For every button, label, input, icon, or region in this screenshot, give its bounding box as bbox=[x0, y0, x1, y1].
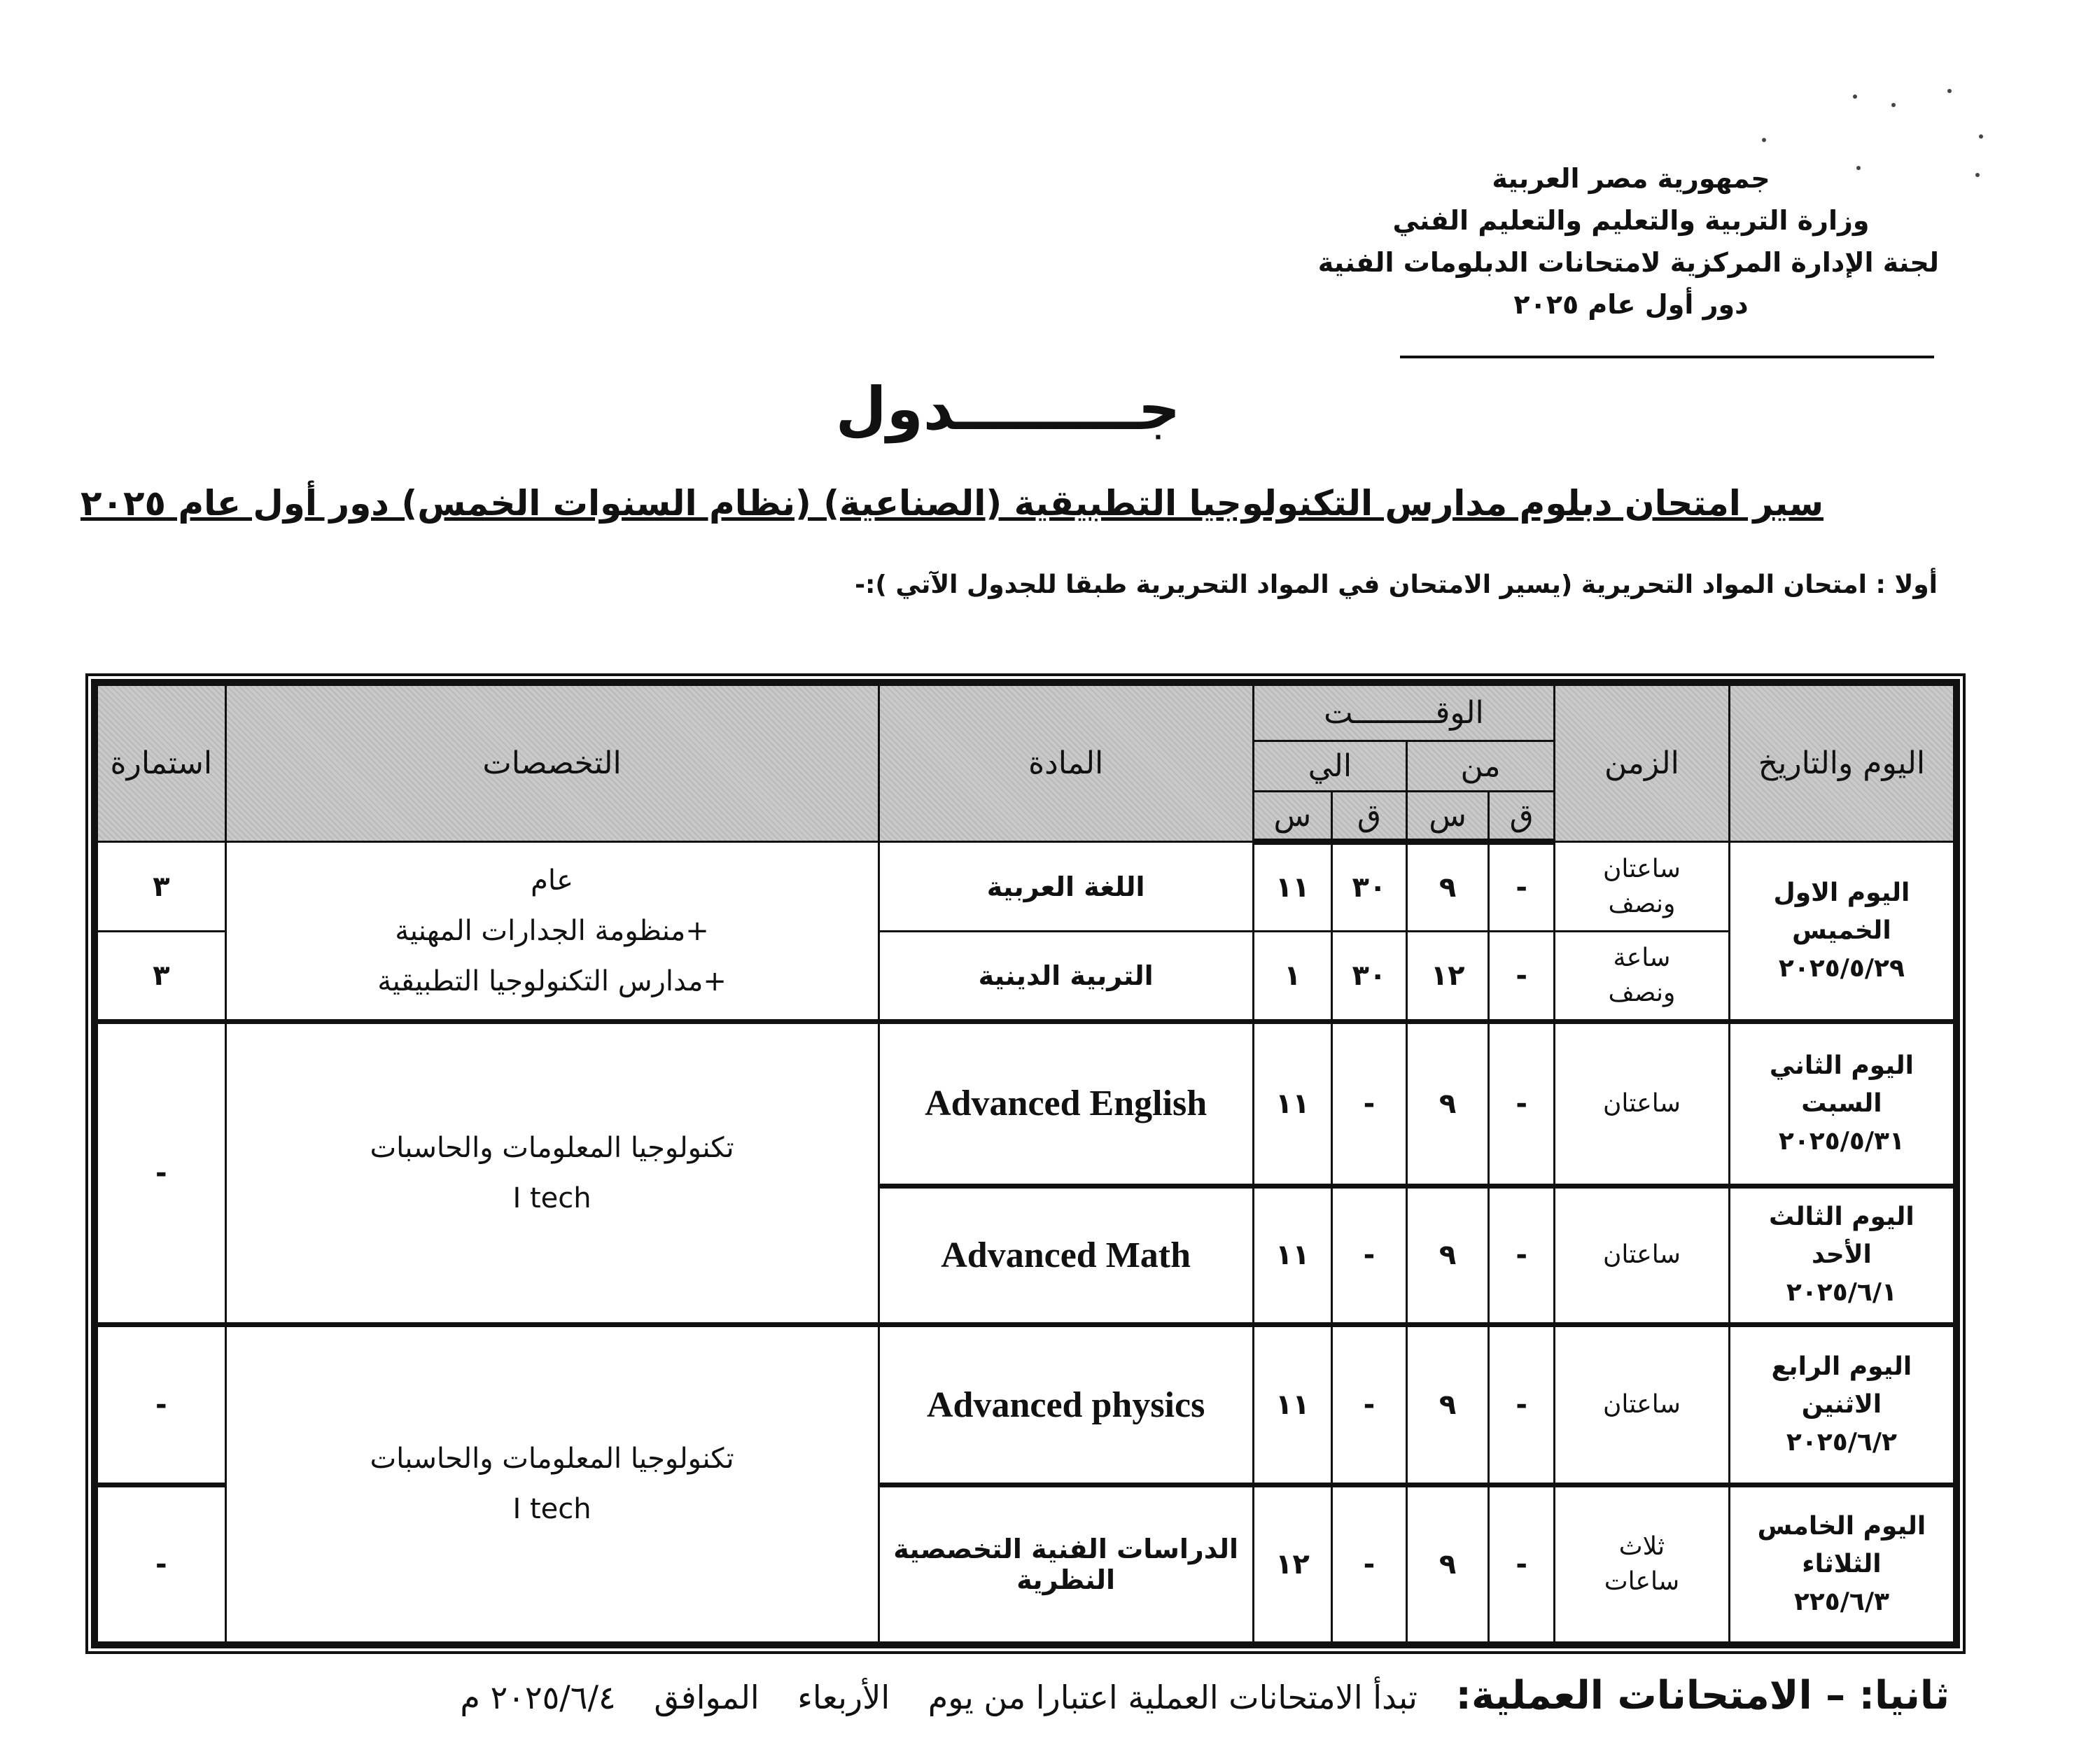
from-s-cell: ٩ bbox=[1406, 1324, 1488, 1485]
header-specializations: التخصصات bbox=[225, 685, 878, 842]
header-to: الي bbox=[1253, 741, 1406, 792]
duration-cell: ساعة ونصف bbox=[1555, 932, 1730, 1021]
subject-cell: اللغة العربية bbox=[878, 842, 1253, 932]
form-cell: ٣ bbox=[97, 932, 226, 1021]
header-to-s: س bbox=[1253, 792, 1331, 842]
to-s-cell: ١ bbox=[1253, 932, 1331, 1021]
from-q-cell: - bbox=[1489, 1186, 1555, 1324]
table-row bbox=[97, 842, 1954, 932]
exam-schedule-table bbox=[91, 679, 1960, 1648]
section-two-text: تبدأ الامتحانات العملية اعتبارا من يوم bbox=[927, 1679, 1418, 1716]
from-q-cell: - bbox=[1489, 1324, 1555, 1485]
to-q-cell: - bbox=[1331, 1021, 1406, 1186]
subject-cell: الدراسات الفنية التخصصية النظرية bbox=[878, 1485, 1253, 1643]
subject-cell: Advanced English bbox=[878, 1021, 1253, 1186]
day-cell: اليوم الثالث الأحد ٢٠٢٥/٦/١ bbox=[1729, 1186, 1954, 1324]
header-line-committee: لجنة الإدارة المركزية لامتحانات الدبلومات الفنية bbox=[1317, 247, 1939, 278]
header-from-q: ق bbox=[1489, 792, 1555, 842]
from-s-cell: ١٢ bbox=[1406, 932, 1488, 1021]
form-cell: - bbox=[97, 1021, 226, 1324]
page-title: جـــــــــدول bbox=[835, 374, 1181, 443]
to-q-cell: - bbox=[1331, 1186, 1406, 1324]
duration-cell: ساعتان ونصف bbox=[1555, 842, 1730, 932]
duration-cell: ثلاث ساعات bbox=[1555, 1485, 1730, 1643]
to-s-cell: ١١ bbox=[1253, 1021, 1331, 1186]
from-q-cell: - bbox=[1489, 1021, 1555, 1186]
to-q-cell: ٣٠ bbox=[1331, 932, 1406, 1021]
subject-cell: Advanced Math bbox=[878, 1186, 1253, 1324]
subject-cell: التربية الدينية bbox=[878, 932, 1253, 1021]
to-s-cell: ١١ bbox=[1253, 1186, 1331, 1324]
form-cell: - bbox=[97, 1324, 226, 1485]
section-one-heading: أولا : امتحان المواد التحريرية (يسير الامتحان في المواد التحريرية طبقا للجدول الآتي ):- bbox=[855, 570, 1938, 599]
day-cell: اليوم الثاني السبت ٢٠٢٥/٥/٣١ bbox=[1729, 1021, 1954, 1186]
from-q-cell: - bbox=[1489, 932, 1555, 1021]
day-cell: اليوم الخامس الثلاثاء ٢٢٥/٦/٣ bbox=[1729, 1485, 1954, 1643]
header-line-ministry: وزارة التربية والتعليم والتعليم الفني bbox=[1392, 205, 1870, 236]
table-row bbox=[97, 1324, 1954, 1485]
table-row bbox=[97, 1021, 1954, 1186]
to-q-cell: - bbox=[1331, 1324, 1406, 1485]
from-s-cell: ٩ bbox=[1406, 1186, 1488, 1324]
header-to-q: ق bbox=[1331, 792, 1406, 842]
section-two-date: ٢٠٢٥/٦/٤ م bbox=[460, 1679, 616, 1716]
header-from-s: س bbox=[1406, 792, 1488, 842]
from-s-cell: ٩ bbox=[1406, 1021, 1488, 1186]
header-line-session: دور أول عام ٢٠٢٥ bbox=[1513, 289, 1749, 320]
from-q-cell: - bbox=[1489, 842, 1555, 932]
from-s-cell: ٩ bbox=[1406, 1485, 1488, 1643]
specializations-cell: تكنولوجيا المعلومات والحاسبات I tech bbox=[225, 1324, 878, 1642]
duration-cell: ساعتان bbox=[1555, 1324, 1730, 1485]
to-s-cell: ١١ bbox=[1253, 842, 1331, 932]
to-s-cell: ١١ bbox=[1253, 1324, 1331, 1485]
duration-cell: ساعتان bbox=[1555, 1021, 1730, 1186]
header-form: استمارة bbox=[97, 685, 226, 842]
form-cell: - bbox=[97, 1485, 226, 1643]
section-two-practical bbox=[340, 1673, 1949, 1718]
header-day-date: اليوم والتاريخ bbox=[1729, 685, 1954, 842]
from-s-cell: ٩ bbox=[1406, 842, 1488, 932]
subject-cell: Advanced physics bbox=[878, 1324, 1253, 1485]
day-cell: اليوم الاول الخميس ٢٠٢٥/٥/٢٩ bbox=[1729, 842, 1954, 1022]
to-q-cell: - bbox=[1331, 1485, 1406, 1643]
header-subject: المادة bbox=[878, 685, 1253, 842]
section-two-agreed: الموافق bbox=[654, 1679, 760, 1716]
form-cell: ٣ bbox=[97, 842, 226, 932]
from-q-cell: - bbox=[1489, 1485, 1555, 1643]
specializations-cell: عام +منظومة الجدارات المهنية +مدارس التكنولوجيا التطبيقية bbox=[225, 842, 878, 1022]
section-two-label: ثانيا: – الامتحانات العملية: bbox=[1455, 1673, 1949, 1718]
header-line-country: جمهورية مصر العربية bbox=[1492, 163, 1770, 194]
specializations-cell: تكنولوجيا المعلومات والحاسبات I tech bbox=[225, 1021, 878, 1324]
duration-cell: ساعتان bbox=[1555, 1186, 1730, 1324]
to-q-cell: ٣٠ bbox=[1331, 842, 1406, 932]
header-time: الوقـــــــــت bbox=[1253, 685, 1554, 741]
scan-specks bbox=[1736, 77, 2030, 217]
to-s-cell: ١٢ bbox=[1253, 1485, 1331, 1643]
section-two-day: الأربعاء bbox=[797, 1679, 890, 1716]
day-cell: اليوم الرابع الاثنين ٢٠٢٥/٦/٢ bbox=[1729, 1324, 1954, 1485]
header-divider bbox=[1400, 356, 1934, 358]
header-from: من bbox=[1406, 741, 1554, 792]
header-duration: الزمن bbox=[1555, 685, 1730, 842]
page-subtitle: سير امتحان دبلوم مدارس التكنولوجيا التطبيقية (الصناعية) (نظام السنوات الخمس) دور أول عام ٢٠٢٥ bbox=[80, 483, 1823, 524]
